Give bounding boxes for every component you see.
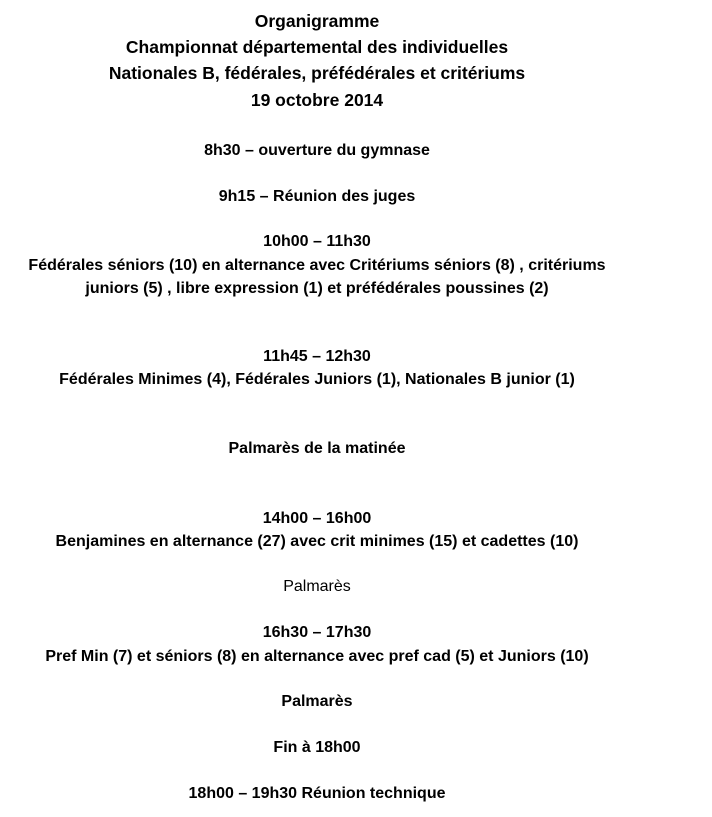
opening-time: 8h30 – ouverture du gymnase — [204, 142, 430, 159]
block3-line1: Benjamines en alternance (27) avec crit minimes (15) et cadettes (10) — [55, 533, 579, 550]
block2-time: 11h45 – 12h30 — [263, 348, 371, 365]
doc-date: 19 octobre 2014 — [250, 90, 384, 110]
block1-time: 10h00 – 11h30 — [263, 233, 371, 250]
doc-subtitle-categories: Nationales B, fédérales, préfédérales et critériums — [108, 63, 526, 83]
block4-time: 16h30 – 17h30 — [262, 624, 372, 641]
doc-subtitle-championship: Championnat départemental des individuelles — [125, 37, 509, 57]
block1-line2: juniors (5) , libre expression (1) et préfédérales poussines (2) — [85, 280, 549, 297]
block1-line1: Fédérales séniors (10) en alternance avec Critériums séniors (8) , critériums — [28, 257, 606, 274]
morning-awards: Palmarès de la matinée — [228, 440, 406, 457]
block2-line1: Fédérales Minimes (4), Fédérales Juniors (1), Nationales B junior (1) — [59, 371, 575, 388]
end-time: Fin à 18h00 — [273, 739, 361, 756]
block4-line1: Pref Min (7) et séniors (8) en alternance avec pref cad (5) et Juniors (10) — [45, 648, 589, 665]
awards-1: Palmarès — [283, 578, 351, 595]
technical-meeting-time: 18h00 – 19h30 Réunion technique — [188, 785, 446, 802]
judges-meeting-time: 9h15 – Réunion des juges — [218, 188, 416, 205]
awards-2: Palmarès — [281, 693, 353, 710]
doc-title: Organigramme — [254, 11, 380, 31]
block3-time: 14h00 – 16h00 — [262, 510, 372, 527]
